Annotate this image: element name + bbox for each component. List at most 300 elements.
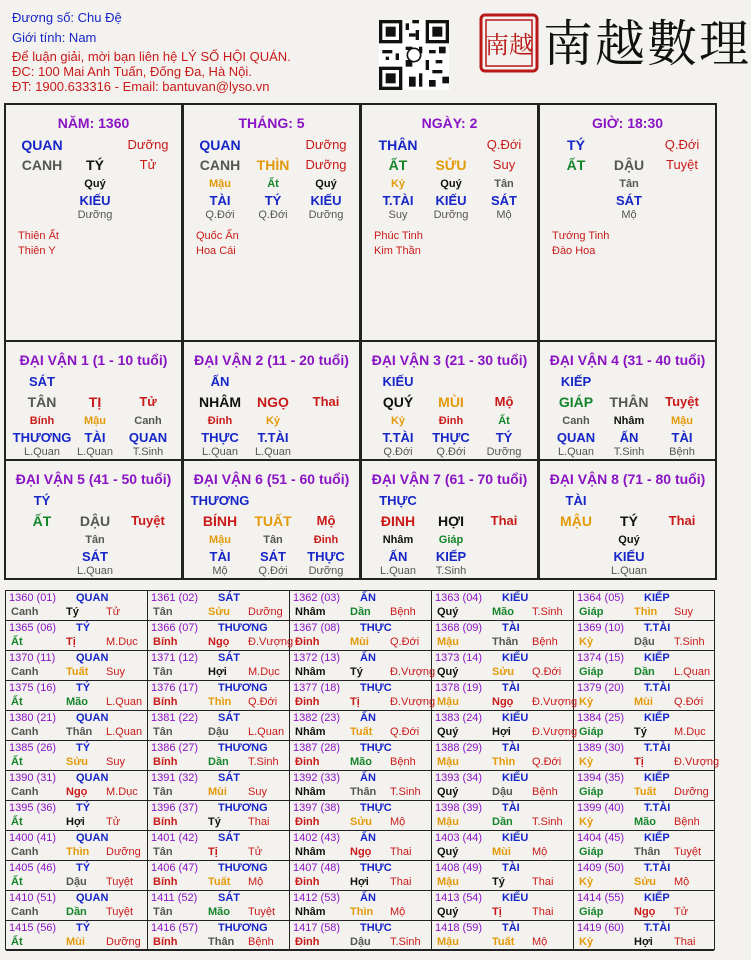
year-cell <box>148 711 290 741</box>
year-branch: Dậu <box>492 786 513 798</box>
hidden-stem: Ất <box>267 178 279 190</box>
year-cell <box>290 801 432 831</box>
growth-phase: Tuyệt <box>665 157 699 172</box>
dai-van-title: ĐẠI VẬN 1 (1 - 10 tuổi) <box>19 352 168 368</box>
growth-phase: Dưỡng <box>305 157 347 172</box>
ten-god-label: KIẾP <box>560 374 592 389</box>
year-stem: Tân <box>153 606 173 618</box>
year-cell <box>148 891 290 921</box>
hidden-ten-god: KIẾU <box>79 193 111 208</box>
earthly-branch: MÙI <box>438 394 464 410</box>
year-phase: Tuyệt <box>674 846 702 858</box>
year-ten-god: THƯƠNG <box>218 862 268 874</box>
year-phase: M.Dục <box>106 786 138 798</box>
ten-god-label: TÀI <box>565 493 587 508</box>
year-cell <box>432 771 574 801</box>
year-stem: Mậu <box>437 876 459 888</box>
year-cell <box>432 831 574 861</box>
year-phase: Suy <box>674 606 693 618</box>
year-branch: Tị <box>208 846 218 858</box>
star-name: Tướng Tinh <box>552 230 610 242</box>
hidden-ten-god: SÁT <box>616 193 642 208</box>
hidden-phase: L.Quan <box>201 446 239 458</box>
dai-van-title: ĐẠI VẬN 3 (21 - 30 tuổi) <box>371 352 528 368</box>
hidden-ten-god: TÝ <box>264 193 282 208</box>
year-ten-god: SÁT <box>218 592 240 604</box>
year-cell <box>148 741 290 771</box>
year-ten-god: T.TÀI <box>644 742 671 754</box>
year-branch: Mão <box>634 816 656 828</box>
year-stem: Quý <box>437 666 459 678</box>
hidden-phase: Q.Đới <box>258 209 288 221</box>
year-stem: Bính <box>153 816 178 828</box>
star-name: Đào Hoa <box>552 245 596 257</box>
year-branch: Ngọ <box>350 846 372 858</box>
hidden-stem: Tân <box>619 178 639 190</box>
hidden-phase: Dưỡng <box>308 565 344 577</box>
year-phase: Tuyệt <box>248 906 276 918</box>
hidden-phase: Mộ <box>621 209 637 221</box>
year-cell <box>574 891 714 921</box>
year-phase: Tử <box>106 606 121 618</box>
year-cell <box>290 891 432 921</box>
year-ten-god: KIẾP <box>644 592 670 604</box>
year-stem: Canh <box>11 726 39 738</box>
year-ten-god: KIẾP <box>644 652 670 664</box>
year-branch: Dậu <box>66 876 87 888</box>
year-phase: L.Quan <box>106 726 143 738</box>
growth-phase: Tuyệt <box>665 394 699 409</box>
year-cell <box>148 621 294 651</box>
year-phase: Thai <box>248 816 270 828</box>
year-branch: Ngọ <box>634 906 656 918</box>
year-ten-god: THƯƠNG <box>218 742 268 754</box>
year-cell <box>432 651 574 681</box>
year-branch: Mùi <box>634 696 653 708</box>
year-branch: Tý <box>634 726 647 738</box>
year-stem: Bính <box>153 936 178 948</box>
growth-phase: Tuyệt <box>131 513 165 528</box>
year-ten-god: KIẾU <box>502 892 529 904</box>
year-ten-god: TÀI <box>502 622 520 634</box>
dai-van-title: ĐẠI VẬN 5 (41 - 50 tuổi) <box>15 471 172 487</box>
year-ten-god: QUAN <box>76 592 109 604</box>
year-ten-god: THỰC <box>360 862 392 874</box>
year-branch: Hợi <box>66 816 85 828</box>
hidden-stem: Quý <box>84 178 106 190</box>
year-ten-god: THỰC <box>360 802 392 814</box>
star-name: Quốc Ấn <box>196 230 239 242</box>
year-stem: Tân <box>153 846 173 858</box>
year-stem: Giáp <box>579 846 604 858</box>
hidden-ten-god: TÀI <box>84 430 106 445</box>
earthly-branch: THÂN <box>609 394 649 410</box>
year-cell <box>148 591 290 621</box>
year-ten-god: SÁT <box>218 712 240 724</box>
year-cell <box>574 591 714 621</box>
year-label: 1378 (19) <box>435 682 483 694</box>
year-branch: Tuất <box>492 936 515 948</box>
year-phase: Bệnh <box>390 606 416 618</box>
year-phase: L.Quan <box>248 726 285 738</box>
year-phase: L.Quan <box>674 666 711 678</box>
year-stem: Quý <box>437 786 459 798</box>
year-branch: Tuất <box>350 726 373 738</box>
hidden-ten-god: KIẾP <box>435 549 467 564</box>
year-phase: Tuyệt <box>106 906 134 918</box>
year-branch: Hợi <box>492 726 511 738</box>
hidden-phase: Q.Đới <box>383 446 413 458</box>
year-label: 1367 (08) <box>293 622 341 634</box>
growth-phase: Tử <box>139 157 157 172</box>
year-ten-god: THỰC <box>360 622 392 634</box>
star-name: Phúc Tinh <box>374 230 423 242</box>
year-label: 1408 (49) <box>435 862 483 874</box>
dai-van-title: ĐẠI VẬN 8 (71 - 80 tuổi) <box>549 471 706 487</box>
hidden-stem: Đinh <box>207 415 233 427</box>
year-phase: Q.Đới <box>674 696 704 708</box>
year-cell <box>6 591 148 621</box>
star-name: Thiên Y <box>18 245 56 257</box>
hidden-phase: Q.Đới <box>258 565 288 577</box>
year-phase: Thai <box>532 876 554 888</box>
year-ten-god: T.TÀI <box>644 622 671 634</box>
year-branch: Ngọ <box>66 786 88 798</box>
year-stem: Ất <box>11 876 23 888</box>
hidden-stem: Nhâm <box>613 415 645 427</box>
year-stem: Đinh <box>295 696 320 708</box>
hidden-stem: Đinh <box>438 415 464 427</box>
dai-van-card <box>538 340 717 461</box>
pillar-card <box>4 103 183 342</box>
year-cell <box>574 711 714 741</box>
year-ten-god: TÀI <box>502 742 520 754</box>
year-label: 1369 (10) <box>577 622 625 634</box>
year-cell <box>148 681 290 711</box>
year-label: 1374 (15) <box>577 652 625 664</box>
qr-code-icon <box>379 20 449 90</box>
year-stem: Kỷ <box>579 876 594 888</box>
hidden-phase: Dưỡng <box>77 209 113 221</box>
year-label: 1406 (47) <box>151 862 199 874</box>
year-phase: Q.Đới <box>248 696 278 708</box>
year-label: 1362 (03) <box>293 592 341 604</box>
year-stem: Kỷ <box>579 816 594 828</box>
ten-god-label: THÂN <box>378 137 418 153</box>
year-stem: Mậu <box>437 936 459 948</box>
year-phase: Đ.Vượng <box>532 726 578 738</box>
year-label: 1372 (13) <box>293 652 341 664</box>
dai-van-title: ĐẠI VẬN 7 (61 - 70 tuổi) <box>371 471 528 487</box>
growth-phase-top: Dưỡng <box>127 137 169 152</box>
year-label: 1417 (58) <box>293 922 341 934</box>
hidden-stem: Mậu <box>209 534 231 546</box>
year-branch: Tý <box>66 606 79 618</box>
year-stem: Tân <box>153 726 173 738</box>
heavenly-stem: ĐINH <box>380 513 416 529</box>
year-label: 1413 (54) <box>435 892 483 904</box>
year-stem: Bính <box>153 696 178 708</box>
growth-phase-top: Dưỡng <box>305 137 347 152</box>
year-phase: Tuyệt <box>106 876 134 888</box>
year-ten-god: SÁT <box>218 772 240 784</box>
year-ten-god: QUAN <box>76 772 109 784</box>
year-phase: Đ.Vượng <box>390 666 436 678</box>
pillar-title: NGÀY: 2 <box>421 115 478 131</box>
year-phase: Mộ <box>532 846 548 858</box>
year-label: 1380 (21) <box>9 712 57 724</box>
year-branch: Tị <box>66 636 76 648</box>
year-ten-god: QUAN <box>76 832 109 844</box>
year-cell <box>574 861 714 891</box>
growth-phase: Mộ <box>494 394 514 409</box>
year-label: 1387 (28) <box>293 742 341 754</box>
hidden-stem: Mậu <box>84 415 106 427</box>
star-name: Kim Thần <box>374 245 421 257</box>
year-branch: Mão <box>208 906 230 918</box>
heavenly-stem: CANH <box>199 157 241 173</box>
hidden-stem: Nhâm <box>382 534 414 546</box>
year-label: 1418 (59) <box>435 922 483 934</box>
year-phase: Q.Đới <box>390 636 420 648</box>
year-phase: Suy <box>248 786 267 798</box>
year-cell <box>574 681 714 711</box>
year-label: 1373 (14) <box>435 652 483 664</box>
hidden-phase: L.Quan <box>76 446 114 458</box>
year-label: 1396 (37) <box>151 802 199 814</box>
year-ten-god: SÁT <box>218 832 240 844</box>
hidden-stem: Giáp <box>438 534 464 546</box>
growth-phase: Thai <box>490 513 518 528</box>
year-branch: Tuất <box>66 666 89 678</box>
year-ten-god: KIẾU <box>502 652 529 664</box>
year-ten-god: KIẾP <box>644 712 670 724</box>
year-phase: Q.Đới <box>532 666 562 678</box>
year-label: 1414 (55) <box>577 892 625 904</box>
year-stem: Nhâm <box>295 726 326 738</box>
year-ten-god: T.TÀI <box>644 862 671 874</box>
hidden-ten-god: TÀI <box>209 549 231 564</box>
heavenly-stem: ẤT <box>32 513 52 529</box>
hidden-ten-god: TÀI <box>671 430 693 445</box>
year-stem: Mậu <box>437 756 459 768</box>
year-ten-god: KIẾP <box>644 832 670 844</box>
pillar-card <box>182 103 361 342</box>
year-label: 1409 (50) <box>577 862 625 874</box>
year-phase: T.Sinh <box>532 606 563 618</box>
year-cell <box>6 861 148 891</box>
year-ten-god: T.TÀI <box>644 922 671 934</box>
hidden-stem: Bính <box>29 415 55 427</box>
year-label: 1370 (11) <box>9 652 56 664</box>
year-stem: Canh <box>11 786 39 798</box>
year-ten-god: THƯƠNG <box>218 622 268 634</box>
year-ten-god: THỰC <box>360 682 392 694</box>
year-cell <box>432 681 578 711</box>
earthly-branch: HỢI <box>438 513 464 529</box>
year-label: 1368 (09) <box>435 622 483 634</box>
hidden-stem: Đinh <box>313 534 339 546</box>
pillar-title: NĂM: 1360 <box>57 115 130 131</box>
ten-god-label: QUAN <box>199 137 241 153</box>
hidden-ten-god: ẤN <box>388 549 408 564</box>
year-label: 1395 (36) <box>9 802 57 814</box>
growth-phase: Mộ <box>316 513 336 528</box>
year-branch: Thân <box>634 846 661 858</box>
dai-van-card <box>538 459 717 580</box>
year-stem: Ất <box>11 756 23 768</box>
year-phase: Q.Đới <box>390 726 420 738</box>
year-cell <box>432 591 574 621</box>
year-stem: Canh <box>11 606 39 618</box>
year-phase: Dưỡng <box>248 606 283 618</box>
year-label: 1383 (24) <box>435 712 483 724</box>
growth-phase-top: Q.Đới <box>486 137 522 152</box>
year-cell <box>148 801 290 831</box>
year-stem: Nhâm <box>295 906 326 918</box>
year-cell <box>6 771 148 801</box>
year-cell <box>574 621 714 651</box>
year-branch: Dậu <box>350 936 371 948</box>
year-stem: Giáp <box>579 786 604 798</box>
year-stem: Đinh <box>295 756 320 768</box>
year-branch: Mùi <box>66 936 85 948</box>
hidden-phase: Bệnh <box>669 446 695 458</box>
year-cell <box>148 651 290 681</box>
year-label: 1410 (51) <box>9 892 57 904</box>
year-branch: Tý <box>350 666 363 678</box>
year-phase: Bệnh <box>674 816 700 828</box>
dai-van-card <box>182 340 361 461</box>
year-cell <box>6 741 148 771</box>
growth-phase: Thai <box>668 513 696 528</box>
hidden-stem: Tân <box>85 534 105 546</box>
year-label: 1382 (23) <box>293 712 341 724</box>
star-name: Hoa Cái <box>196 245 236 257</box>
year-label: 1366 (07) <box>151 622 199 634</box>
year-label: 1402 (43) <box>293 832 341 844</box>
heavenly-stem: ẤT <box>566 157 586 173</box>
dai-van-title: ĐẠI VẬN 2 (11 - 20 tuổi) <box>194 352 349 368</box>
year-cell <box>432 891 574 921</box>
growth-phase: Suy <box>492 157 516 172</box>
year-ten-god: THƯƠNG <box>218 922 268 934</box>
heavenly-stem: CANH <box>21 157 63 173</box>
hidden-ten-god: TÝ <box>495 430 513 445</box>
address: ĐC: 100 Mai Anh Tuấn, Đống Đa, Hà Nội. <box>12 64 252 79</box>
year-cell <box>6 891 148 921</box>
hidden-phase: T.Sinh <box>132 446 164 458</box>
hidden-phase: L.Quan <box>23 446 61 458</box>
year-stem: Tân <box>153 906 173 918</box>
year-ten-god: TÝ <box>76 682 91 694</box>
hidden-stem: Quý <box>618 534 640 546</box>
earthly-branch: TÝ <box>86 157 104 173</box>
year-branch: Mùi <box>208 786 227 798</box>
year-ten-god: TÀI <box>502 862 520 874</box>
year-cell <box>6 651 148 681</box>
year-branch: Mão <box>66 696 88 708</box>
hidden-ten-god: QUAN <box>128 430 168 445</box>
year-stem: Mậu <box>437 696 459 708</box>
year-branch: Dậu <box>208 726 229 738</box>
year-ten-god: ẤN <box>360 892 376 904</box>
hidden-stem: Kỷ <box>390 178 406 190</box>
year-phase: Tử <box>674 906 689 918</box>
year-ten-god: THƯƠNG <box>218 802 268 814</box>
year-ten-god: TÝ <box>76 622 91 634</box>
year-label: 1379 (20) <box>577 682 625 694</box>
hidden-stem: Ất <box>498 415 510 427</box>
year-stem: Nhâm <box>295 786 326 798</box>
year-stem: Ất <box>11 816 23 828</box>
gender: Giới tính: Nam <box>12 30 97 45</box>
year-ten-god: T.TÀI <box>644 802 671 814</box>
hidden-ten-god: SÁT <box>491 193 517 208</box>
hidden-ten-god: T.TÀI <box>382 193 414 208</box>
year-cell <box>6 621 148 651</box>
ten-god-label: SÁT <box>29 374 55 389</box>
hidden-stem: Kỷ <box>265 415 281 427</box>
year-branch: Sửu <box>492 666 515 678</box>
year-phase: Mộ <box>532 936 548 948</box>
hidden-ten-god: SÁT <box>260 549 286 564</box>
year-cell <box>432 921 574 951</box>
dai-van-title: ĐẠI VẬN 6 (51 - 60 tuổi) <box>193 471 350 487</box>
year-label: 1371 (12) <box>151 652 199 664</box>
year-ten-god: THỰC <box>360 922 392 934</box>
pillar-title: GIỜ: 18:30 <box>591 115 664 131</box>
year-branch: Tuất <box>634 786 657 798</box>
year-ten-god: TÝ <box>76 922 91 934</box>
year-ten-god: TÀI <box>502 922 520 934</box>
year-ten-god: TÝ <box>76 802 91 814</box>
year-phase: Bệnh <box>390 756 416 768</box>
year-label: 1388 (29) <box>435 742 483 754</box>
owner-name: Đương số: Chu Đệ <box>12 10 122 25</box>
year-phase: T.Sinh <box>674 636 705 648</box>
hidden-phase: Q.Đới <box>436 446 466 458</box>
year-label: 1419 (60) <box>577 922 625 934</box>
year-branch: Thìn <box>492 756 516 768</box>
year-ten-god: THỰC <box>360 742 392 754</box>
year-label: 1397 (38) <box>293 802 341 814</box>
year-label: 1392 (33) <box>293 772 341 784</box>
earthly-branch: DẬU <box>79 513 111 529</box>
year-phase: T.Sinh <box>532 816 563 828</box>
hidden-phase: Dưỡng <box>433 209 469 221</box>
year-ten-god: ẤN <box>360 592 376 604</box>
year-label: 1394 (35) <box>577 772 625 784</box>
year-ten-god: TÝ <box>76 742 91 754</box>
year-branch: Ngọ <box>208 636 230 648</box>
year-phase: Thai <box>532 906 554 918</box>
year-stem: Canh <box>11 906 39 918</box>
year-ten-god: KIẾU <box>502 592 529 604</box>
year-label: 1386 (27) <box>151 742 199 754</box>
year-cell <box>290 861 432 891</box>
year-stem: Canh <box>11 846 39 858</box>
hidden-phase: Mộ <box>212 565 228 577</box>
years-table <box>5 590 720 950</box>
year-cell <box>290 921 432 951</box>
year-cell <box>432 711 578 741</box>
year-cell <box>148 771 290 801</box>
year-cell <box>290 741 432 771</box>
hidden-phase: Dưỡng <box>308 209 344 221</box>
year-label: 1360 (01) <box>9 592 57 604</box>
hidden-ten-god: KIẾU <box>613 549 645 564</box>
